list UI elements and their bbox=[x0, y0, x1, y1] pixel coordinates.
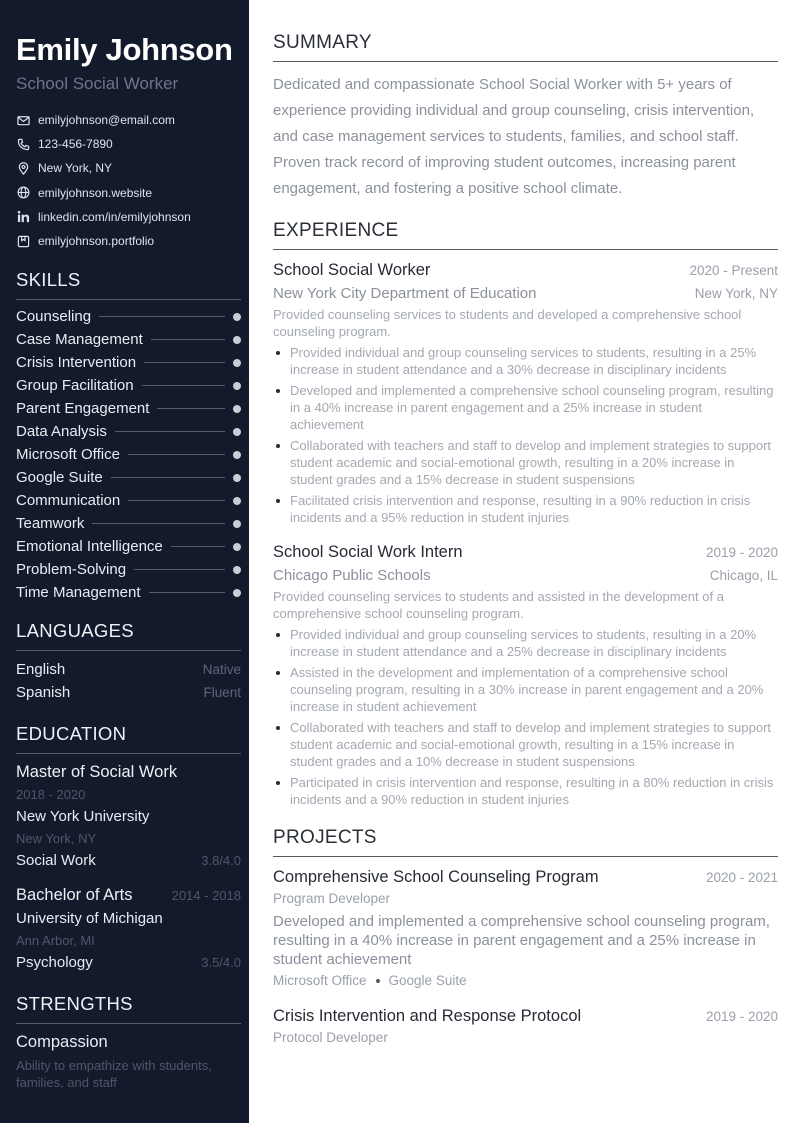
languages-list bbox=[16, 658, 241, 704]
job-title: School Social Work Intern bbox=[273, 543, 463, 561]
skill-divider bbox=[111, 477, 225, 478]
skill-label: Communication bbox=[16, 492, 121, 510]
education-school: New York University bbox=[16, 808, 150, 826]
skill-item bbox=[16, 420, 241, 443]
job-title: School Social Worker bbox=[273, 261, 431, 279]
skill-divider bbox=[128, 454, 225, 455]
location-icon bbox=[16, 161, 30, 175]
skill-divider bbox=[115, 431, 225, 432]
project-tools bbox=[273, 970, 778, 992]
skill-dot bbox=[233, 474, 241, 482]
education-location: New York, NY bbox=[16, 831, 97, 847]
phone-icon bbox=[16, 137, 30, 151]
skill-label: Microsoft Office bbox=[16, 446, 120, 464]
skill-item bbox=[16, 305, 241, 328]
skill-dot bbox=[233, 428, 241, 436]
skill-dot bbox=[233, 451, 241, 459]
project-tool: Google Suite bbox=[388, 973, 467, 988]
job-dates: 2020 - Present bbox=[689, 263, 778, 278]
job-description: Provided counseling services to students and assisted in the development of a comprehensive school counseling program. bbox=[273, 589, 724, 621]
languages-heading: LANGUAGES bbox=[16, 618, 241, 651]
education-degree: Master of Social Work bbox=[16, 763, 178, 782]
job-company: New York City Department of Education bbox=[273, 285, 537, 302]
summary-text: Dedicated and compassionate School Social Worker with 5+ years of experience providing individual and group counseling, crisis intervention, and case management services to students, families, and school staff. Proven track record of improving student outcomes, increasing parent engagement, and fostering a positive school climate. bbox=[273, 76, 755, 197]
experience-heading: EXPERIENCE bbox=[273, 218, 778, 250]
job-bullets bbox=[273, 344, 778, 526]
project-dates: 2019 - 2020 bbox=[705, 1009, 778, 1024]
project-description: Developed and implemented a comprehensive school counseling program, resulting in a 40% increase in parent engagement and a 25% increase in student achievement bbox=[273, 913, 770, 968]
contact-linkedin[interactable] bbox=[16, 205, 241, 229]
project-tool: Microsoft Office bbox=[273, 973, 367, 988]
tool-separator bbox=[376, 979, 380, 983]
skill-item bbox=[16, 489, 241, 512]
project-role: Protocol Developer bbox=[273, 1030, 388, 1045]
candidate-name: Emily Johnson bbox=[16, 32, 233, 67]
skill-item bbox=[16, 512, 241, 535]
education-item bbox=[16, 884, 241, 974]
strength-title: Compassion bbox=[16, 1033, 108, 1052]
project-role: Program Developer bbox=[273, 891, 391, 906]
language-level: Fluent bbox=[203, 685, 241, 701]
skill-item bbox=[16, 328, 241, 351]
job-bullet: Collaborated with teachers and staff to develop and implement strategies to support student academic and social-emotional growth, resulting in a 20% increase in student grades and a 15% decrease in student suspensions bbox=[273, 437, 778, 488]
skill-divider bbox=[92, 523, 225, 524]
education-degree: Bachelor of Arts bbox=[16, 886, 133, 905]
skill-label: Time Management bbox=[16, 584, 141, 602]
skill-divider bbox=[128, 500, 225, 501]
projects-heading: PROJECTS bbox=[273, 825, 778, 857]
language-level: Native bbox=[202, 662, 241, 678]
education-item bbox=[16, 761, 241, 872]
contact-email[interactable] bbox=[16, 108, 241, 132]
experience-item bbox=[273, 541, 778, 808]
job-bullet: Assisted in the development and implementation of a comprehensive school counseling program, resulting in a 30% increase in parent engagement and a 20% increase in student achievement bbox=[273, 664, 778, 715]
job-location: New York, NY bbox=[694, 286, 778, 301]
skill-dot bbox=[233, 336, 241, 344]
contact-location bbox=[16, 156, 241, 180]
contact-phone-text: 123-456-7890 bbox=[38, 137, 113, 152]
skill-divider bbox=[149, 592, 226, 593]
skill-divider bbox=[144, 362, 225, 363]
job-description: Provided counseling services to students and developed a comprehensive school counseling program. bbox=[273, 307, 742, 339]
skill-item bbox=[16, 535, 241, 558]
project-item bbox=[273, 866, 778, 992]
globe-icon bbox=[16, 186, 30, 200]
skill-label: Teamwork bbox=[16, 515, 85, 533]
education-school: University of Michigan bbox=[16, 910, 163, 928]
skill-label: Emotional Intelligence bbox=[16, 538, 163, 556]
skill-dot bbox=[233, 566, 241, 574]
job-bullet: Participated in crisis intervention and response, resulting in a 80% reduction in crisis incidents and a 90% reduction in student injuries bbox=[273, 774, 778, 808]
strength-description: Ability to empathize with students, families, and staff bbox=[16, 1058, 212, 1091]
skill-item bbox=[16, 397, 241, 420]
skill-label: Case Management bbox=[16, 331, 143, 349]
language-name: Spanish bbox=[16, 684, 71, 702]
skill-item bbox=[16, 466, 241, 489]
skill-divider bbox=[157, 408, 225, 409]
contact-portfolio-text: emilyjohnson.portfolio bbox=[38, 234, 155, 249]
education-dates: 2018 - 2020 bbox=[16, 787, 86, 803]
skill-dot bbox=[233, 520, 241, 528]
skill-label: Counseling bbox=[16, 308, 92, 326]
education-field: Psychology bbox=[16, 954, 93, 972]
contact-linkedin-text: linkedin.com/in/emilyjohnson bbox=[38, 209, 191, 224]
skill-dot bbox=[233, 405, 241, 413]
skill-divider bbox=[134, 569, 225, 570]
education-gpa: 3.8/4.0 bbox=[201, 853, 241, 869]
education-gpa: 3.5/4.0 bbox=[201, 955, 241, 971]
job-company: Chicago Public Schools bbox=[273, 567, 431, 584]
language-item bbox=[16, 658, 241, 681]
job-bullet: Collaborated with teachers and staff to develop and implement strategies to support student academic and social-emotional growth, resulting in a 15% increase in student grades and a 10% decrease in student suspensions bbox=[273, 719, 778, 770]
email-icon bbox=[16, 113, 30, 127]
skills-heading: SKILLS bbox=[16, 267, 241, 300]
project-dates: 2020 - 2021 bbox=[705, 870, 778, 885]
project-item bbox=[273, 1005, 778, 1049]
job-bullet: Developed and implemented a comprehensive school counseling program, resulting in a 40% increase in parent engagement and a 25% increase in student achievement bbox=[273, 382, 778, 433]
skill-dot bbox=[233, 359, 241, 367]
experience-item bbox=[273, 259, 778, 526]
skill-dot bbox=[233, 543, 241, 551]
language-name: English bbox=[16, 661, 66, 679]
skill-item bbox=[16, 581, 241, 604]
contact-list bbox=[16, 108, 241, 253]
job-location: Chicago, IL bbox=[709, 568, 778, 583]
language-item bbox=[16, 681, 241, 704]
education-heading: EDUCATION bbox=[16, 721, 241, 754]
skill-item bbox=[16, 443, 241, 466]
education-field: Social Work bbox=[16, 852, 96, 870]
skill-item bbox=[16, 558, 241, 581]
contact-portfolio[interactable] bbox=[16, 229, 241, 253]
skill-label: Data Analysis bbox=[16, 423, 107, 441]
candidate-role: School Social Worker bbox=[16, 74, 179, 93]
skill-divider bbox=[142, 385, 225, 386]
skill-dot bbox=[233, 313, 241, 321]
summary-heading: SUMMARY bbox=[273, 30, 778, 62]
skill-label: Google Suite bbox=[16, 469, 103, 487]
main-content bbox=[273, 30, 778, 1049]
portfolio-icon bbox=[16, 234, 30, 248]
skill-divider bbox=[151, 339, 225, 340]
job-bullet: Provided individual and group counseling services to students, resulting in a 25% increase in student attendance and a 30% decrease in disciplinary incidents bbox=[273, 344, 778, 378]
contact-website-text: emilyjohnson.website bbox=[38, 185, 153, 200]
skill-divider bbox=[99, 316, 225, 317]
project-title: Comprehensive School Counseling Program bbox=[273, 868, 599, 886]
job-bullet: Provided individual and group counseling services to students, resulting in a 20% increase in student attendance and a 25% decrease in disciplinary incidents bbox=[273, 626, 778, 660]
skill-label: Problem-Solving bbox=[16, 561, 127, 579]
skill-item bbox=[16, 351, 241, 374]
sidebar bbox=[0, 0, 249, 1123]
job-bullets bbox=[273, 626, 778, 808]
contact-email-text: emilyjohnson@email.com bbox=[38, 113, 175, 128]
skill-divider bbox=[171, 546, 225, 547]
job-dates: 2019 - 2020 bbox=[705, 545, 778, 560]
skill-label: Crisis Intervention bbox=[16, 354, 137, 372]
skill-item bbox=[16, 374, 241, 397]
skill-dot bbox=[233, 589, 241, 597]
linkedin-icon bbox=[16, 210, 30, 224]
education-location: Ann Arbor, MI bbox=[16, 933, 95, 949]
contact-phone[interactable] bbox=[16, 132, 241, 156]
education-dates: 2014 - 2018 bbox=[171, 888, 241, 904]
job-bullet: Facilitated crisis intervention and response, resulting in a 90% reduction in crisis incidents and a 95% reduction in student injuries bbox=[273, 492, 778, 526]
skill-label: Parent Engagement bbox=[16, 400, 150, 418]
skill-label: Group Facilitation bbox=[16, 377, 134, 395]
skills-list bbox=[16, 305, 241, 604]
skill-dot bbox=[233, 497, 241, 505]
contact-website[interactable] bbox=[16, 181, 241, 205]
project-title: Crisis Intervention and Response Protocol bbox=[273, 1007, 582, 1025]
skill-dot bbox=[233, 382, 241, 390]
strengths-heading: STRENGTHS bbox=[16, 991, 241, 1024]
contact-location-text: New York, NY bbox=[38, 161, 113, 176]
